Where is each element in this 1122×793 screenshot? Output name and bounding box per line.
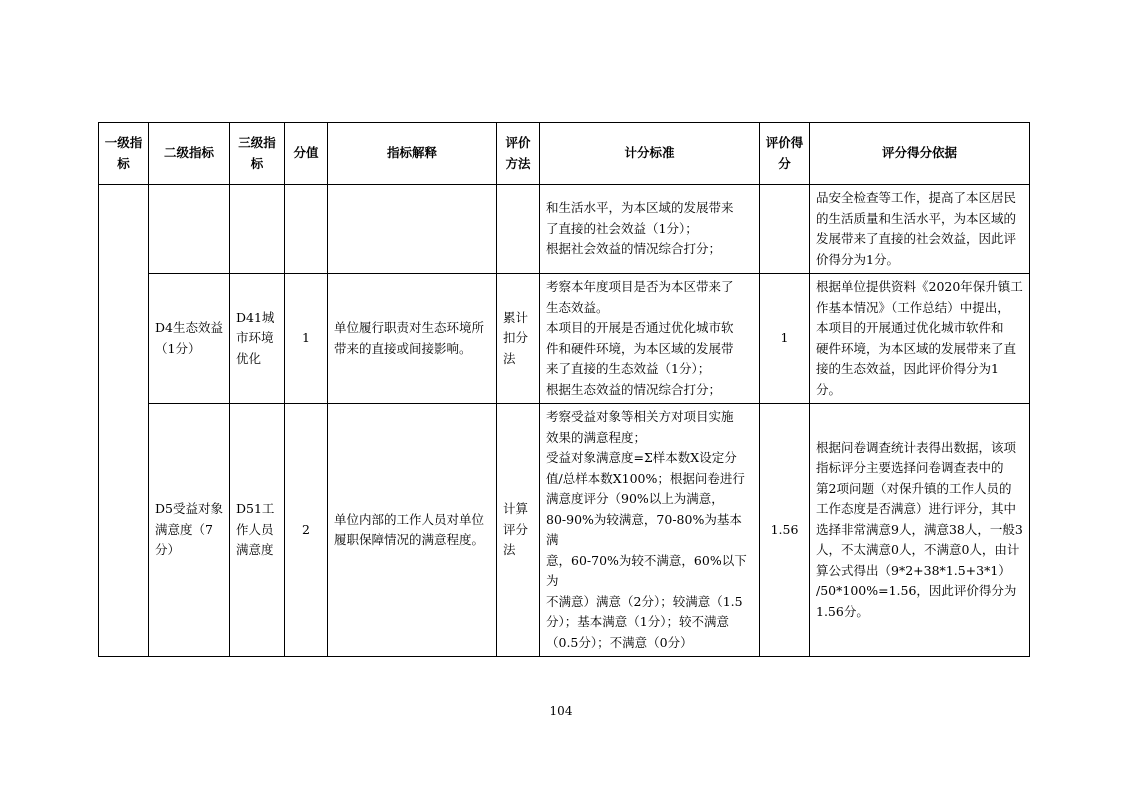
text-line: 的生活质量和生活水平，为本区域的 bbox=[816, 210, 1017, 226]
table-row bbox=[99, 274, 1030, 404]
text-line: 考察本年度项目是否为本区带来了 bbox=[546, 279, 734, 294]
text-line: 满意度评分（90%以上为满意， bbox=[546, 491, 724, 506]
text-line: 指标评分主要选择问卷调查表中的 bbox=[816, 460, 1004, 476]
text-line: 和生活水平，为本区域的发展带来 bbox=[546, 200, 734, 216]
header-eval-score: 评价得分 bbox=[760, 123, 810, 185]
text-line: 1.56分。 bbox=[816, 603, 869, 619]
evaluation-table bbox=[98, 122, 1030, 657]
score-cell: 1 bbox=[285, 274, 328, 404]
text-line: 接的生态效益，因此评价得分为1分。 bbox=[816, 361, 999, 397]
text-line: 选择非常满意9人，满意38人，一般3 bbox=[816, 521, 1023, 537]
level2-cell bbox=[149, 185, 230, 274]
text-line: 品安全检查等工作，提高了本区居民 bbox=[816, 190, 1017, 205]
eval-score-cell: 1 bbox=[760, 274, 810, 404]
header-basis: 评分得分依据 bbox=[810, 123, 1030, 185]
text-line: 价得分为1分。 bbox=[816, 251, 899, 267]
standard-cell bbox=[540, 274, 760, 404]
text-line: 受益对象满意度=Σ样本数X设定分 bbox=[546, 450, 737, 465]
standard-cell bbox=[540, 185, 760, 274]
header-standard: 计分标准 bbox=[540, 123, 760, 185]
standard-cell bbox=[540, 404, 760, 657]
explanation-cell: 单位内部的工作人员对单位履职保障情况的满意程度。 bbox=[328, 404, 497, 657]
eval-score-cell bbox=[760, 185, 810, 274]
header-method: 评价方法 bbox=[497, 123, 540, 185]
explanation-cell: 单位履行职责对生态环境所带来的直接或间接影响。 bbox=[328, 274, 497, 404]
level1-cell bbox=[99, 185, 149, 657]
text-line: 分）；基本满意（1分）；较不满意 bbox=[546, 614, 729, 629]
text-line: 工作态度是否满意）进行评分，其中 bbox=[816, 501, 1017, 517]
text-line: 作基本情况》（工作总结）中提出， bbox=[816, 299, 1010, 315]
eval-score-cell: 1.56 bbox=[760, 404, 810, 657]
text-line: 本项目的开展通过优化城市软件和 bbox=[816, 320, 1004, 335]
text-line: 生态效益。 bbox=[546, 299, 609, 315]
text-line: 发展带来了直接的社会效益，因此评 bbox=[816, 231, 1017, 246]
text-line: 本项目的开展是否通过优化城市软 bbox=[546, 320, 734, 335]
level3-cell: D51工作人员满意度 bbox=[230, 404, 285, 657]
basis-cell bbox=[810, 185, 1030, 274]
level2-cell: D4生态效益（1分） bbox=[149, 274, 230, 404]
text-line: 值/总样本数X100%；根据问卷进行 bbox=[546, 470, 745, 486]
score-cell: 2 bbox=[285, 404, 328, 657]
method-cell: 累计扣分法 bbox=[497, 274, 540, 404]
score-cell bbox=[285, 185, 328, 274]
text-line: 了直接的社会效益（1分）； bbox=[546, 220, 698, 236]
level2-cell: D5受益对象满意度（7分） bbox=[149, 404, 230, 657]
text-line: 算公式得出（9*2+38*1.5+3*1） bbox=[816, 562, 1011, 578]
header-level2: 二级指标 bbox=[149, 123, 230, 185]
method-cell bbox=[497, 185, 540, 274]
level3-cell: D41城市环境优化 bbox=[230, 274, 285, 404]
level3-cell bbox=[230, 185, 285, 274]
text-line: （0.5分）；不满意（0分） bbox=[546, 634, 693, 650]
header-explanation: 指标解释 bbox=[328, 123, 497, 185]
text-line: 件和硬件环境，为本区域的发展带 bbox=[546, 340, 734, 356]
header-level1: 一级指标 bbox=[99, 123, 149, 185]
header-score: 分值 bbox=[285, 123, 328, 185]
text-line: /50*100%=1.56，因此评价得分为 bbox=[816, 583, 1017, 599]
table-row bbox=[99, 404, 1030, 657]
header-level3: 三级指标 bbox=[230, 123, 285, 185]
text-line: 根据生态效益的情况综合打分； bbox=[546, 381, 722, 397]
table-row bbox=[99, 185, 1030, 274]
text-line: 来了直接的生态效益（1分）； bbox=[546, 361, 711, 376]
text-line: 考察受益对象等相关方对项目实施 bbox=[546, 409, 734, 424]
text-line: 根据单位提供资料《2020年保升镇工 bbox=[816, 279, 1023, 294]
text-line: 人，不太满意0人，不满意0人，由计 bbox=[816, 542, 1020, 558]
header-row bbox=[99, 123, 1030, 185]
text-line: 根据社会效益的情况综合打分； bbox=[546, 241, 722, 257]
text-line: 意，60-70%为较不满意，60%以下为 bbox=[546, 552, 747, 588]
basis-cell bbox=[810, 404, 1030, 657]
text-line: 80-90%为较满意，70-80%为基本满 bbox=[546, 511, 742, 547]
page-number: 104 bbox=[549, 704, 573, 718]
text-line: 硬件环境，为本区域的发展带来了直 bbox=[816, 340, 1017, 356]
explanation-cell bbox=[328, 185, 497, 274]
text-line: 不满意）满意（2分）；较满意（1.5 bbox=[546, 593, 743, 609]
basis-cell bbox=[810, 274, 1030, 404]
text-line: 根据问卷调查统计表得出数据，该项 bbox=[816, 439, 1017, 455]
method-cell: 计算评分法 bbox=[497, 404, 540, 657]
text-line: 第2项问题（对保升镇的工作人员的 bbox=[816, 480, 1012, 496]
text-line: 效果的满意程度； bbox=[546, 429, 647, 445]
